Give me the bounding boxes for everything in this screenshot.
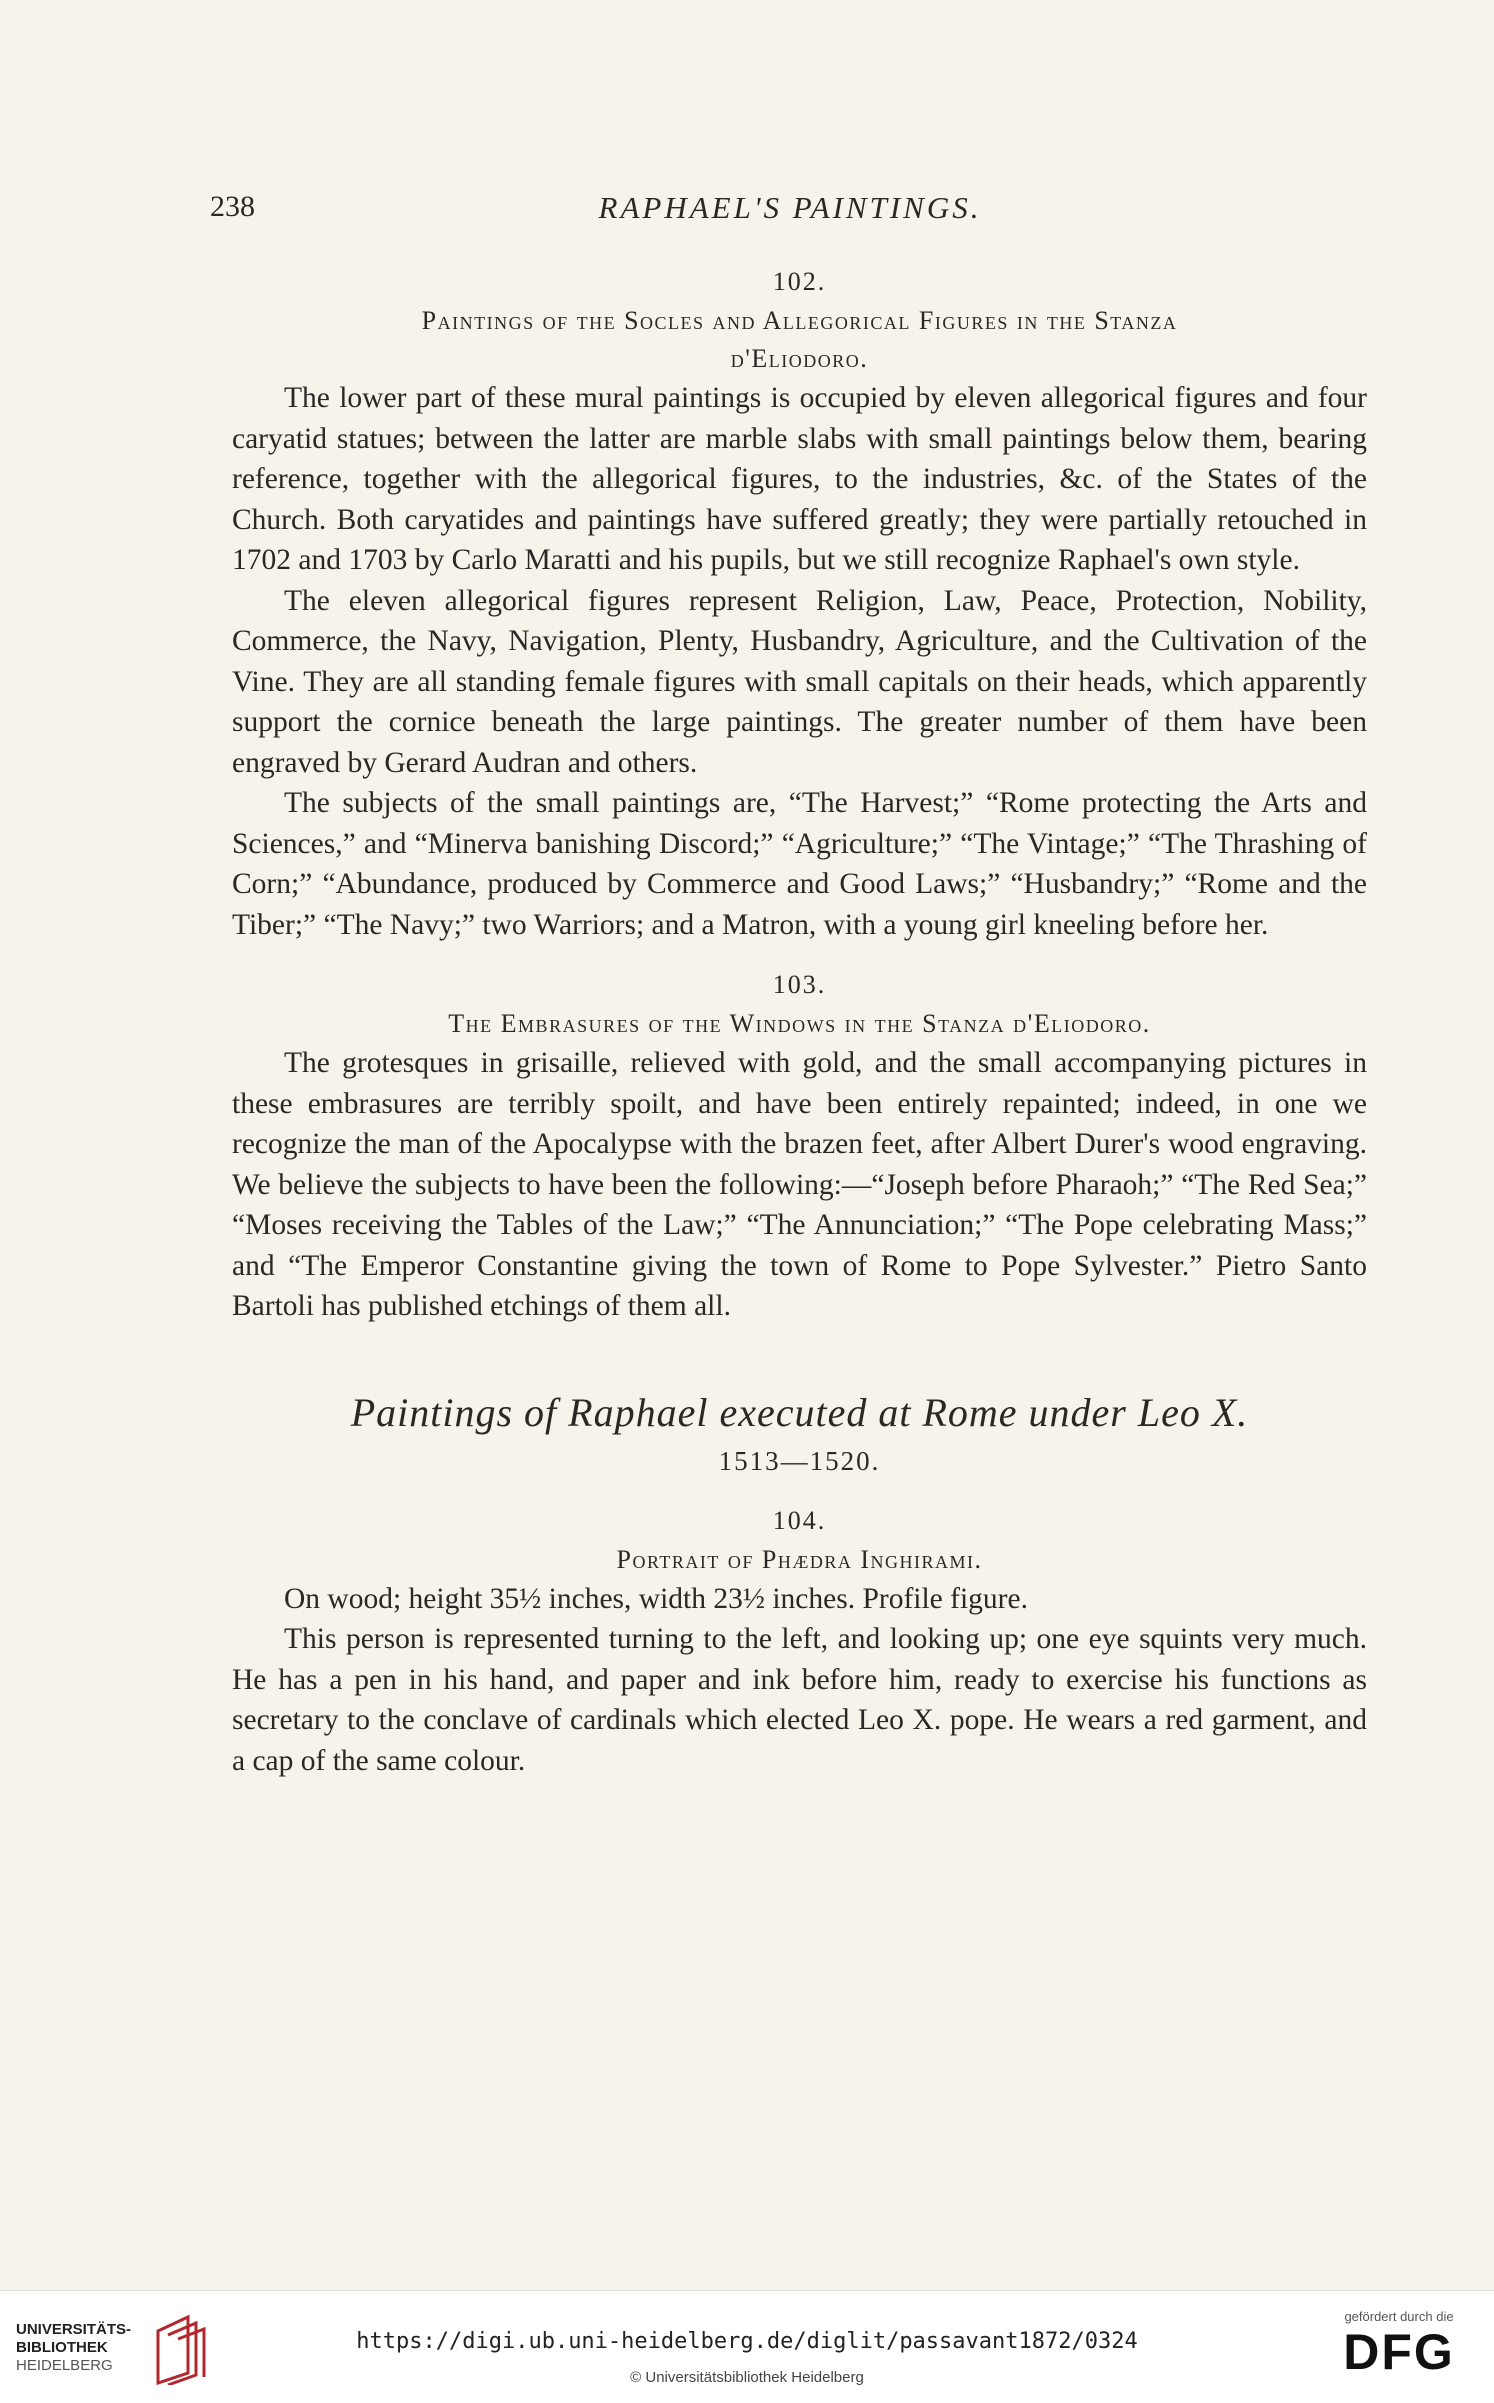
- entry-heading: Paintings of the Socles and Allegorical Figures in the Stanza: [421, 306, 1178, 335]
- entry-103: [232, 965, 1367, 1327]
- paragraph: The lower part of these mural paintings is occupied by eleven allegorical figures and four caryatid statues; between the latter are marble slabs with small paintings below them, bearing reference, together with the allegorical figures, to the industries, &c. of the States of the Church. Both caryatides and paintings have suffered greatly; they were partially retouched in 1702 and 1703 by Carlo Maratti and his pupils, but we still recognize Raphael's own style.: [232, 382, 1367, 576]
- section-date-range: 1513—1520.: [718, 1445, 881, 1476]
- entry-heading: The Embrasures of the Windows in the Stanza d'Eliodoro.: [448, 1009, 1151, 1038]
- page-number: 238: [210, 190, 255, 223]
- library-name-line: UNIVERSITÄTS-: [16, 2321, 132, 2338]
- paragraph: The eleven allegorical figures represent Religion, Law, Peace, Protection, Nobility, Commerce, the Navy, Navigation, Plenty, Husbandry, Agriculture, and the Cultivation of the Vine. They are all standing female figures with small capitals on their heads, which apparently support the cornice beneath the large paintings. The greater number of them have been engraved by Gerard Audran and others.: [232, 584, 1367, 779]
- paragraph: On wood; height 35½ inches, width 23½ inches. Profile figure.: [284, 1582, 1028, 1615]
- entry-104: [232, 1501, 1367, 1782]
- viewer-footer: [0, 2290, 1494, 2403]
- dfg-logo: DFG: [1343, 2324, 1455, 2380]
- entry-number: 102.: [772, 267, 827, 296]
- funder-block[interactable]: [1324, 2309, 1474, 2380]
- paragraph: The grotesques in grisaille, relieved with gold, and the small accompanying pictures in these embrasures are terribly spoilt, and have been entirely repainted; indeed, in one we recognize the man of the Apocalypse with the brazen feet, after Albert Durer's wood engraving. We believe the subjects to have been the following:—“Joseph before Pharaoh;” “The Red Sea;” “Moses receiving the Tables of the Law;” “The Annunciation;” “The Pope celebrating Mass;” and “The Emperor Constantine giving the town of Rome to Pope Sylvester.” Pietro Santo Bartoli has published etchings of them all.: [232, 1047, 1367, 1322]
- library-name-line: BIBLIOTHEK: [16, 2339, 108, 2356]
- paragraph: The subjects of the small paintings are, “The Harvest;” “Rome protecting the Arts and Sciences,” and “Minerva banishing Discord;” “Agriculture;” “The Vintage;” “The Thrashing of Corn;” “Abundance, produced by Commerce and Good Laws;” “Husbandry;” “Rome and the Tiber;” “The Navy;” two Warriors; and a Matron, with a young girl kneeling before her.: [232, 787, 1367, 941]
- page-content: [232, 262, 1367, 1781]
- entry-number: 103.: [772, 970, 827, 999]
- entry-heading-continued: d'Eliodoro.: [730, 344, 869, 373]
- entry-102: [232, 262, 1367, 945]
- copyright-notice: © Universitätsbibliothek Heidelberg: [630, 2369, 864, 2386]
- section-heading: [232, 1385, 1367, 1481]
- funder-caption: gefördert durch die: [1344, 2309, 1454, 2324]
- section-title: Paintings of Raphael executed at Rome under Leo X.: [350, 1389, 1249, 1435]
- library-name-line: HEIDELBERG: [16, 2357, 113, 2374]
- entry-number: 104.: [772, 1505, 827, 1535]
- running-title: RAPHAEL'S PAINTINGS.: [598, 190, 982, 225]
- paragraph: This person is represented turning to the left, and looking up; one eye squints very much. He has a pen in his hand, and paper and ink before him, ready to exercise his functions as secretary to the conclave of cardinals which elected Leo X. pope. He wears a red garment, and a cap of the same colour.: [232, 1623, 1367, 1777]
- running-head: [210, 190, 1370, 240]
- entry-heading: Portrait of Phædra Inghirami.: [616, 1544, 983, 1574]
- document-url-link[interactable]: https://digi.ub.uni-heidelberg.de/diglit/passavant1872/0324: [356, 2329, 1138, 2354]
